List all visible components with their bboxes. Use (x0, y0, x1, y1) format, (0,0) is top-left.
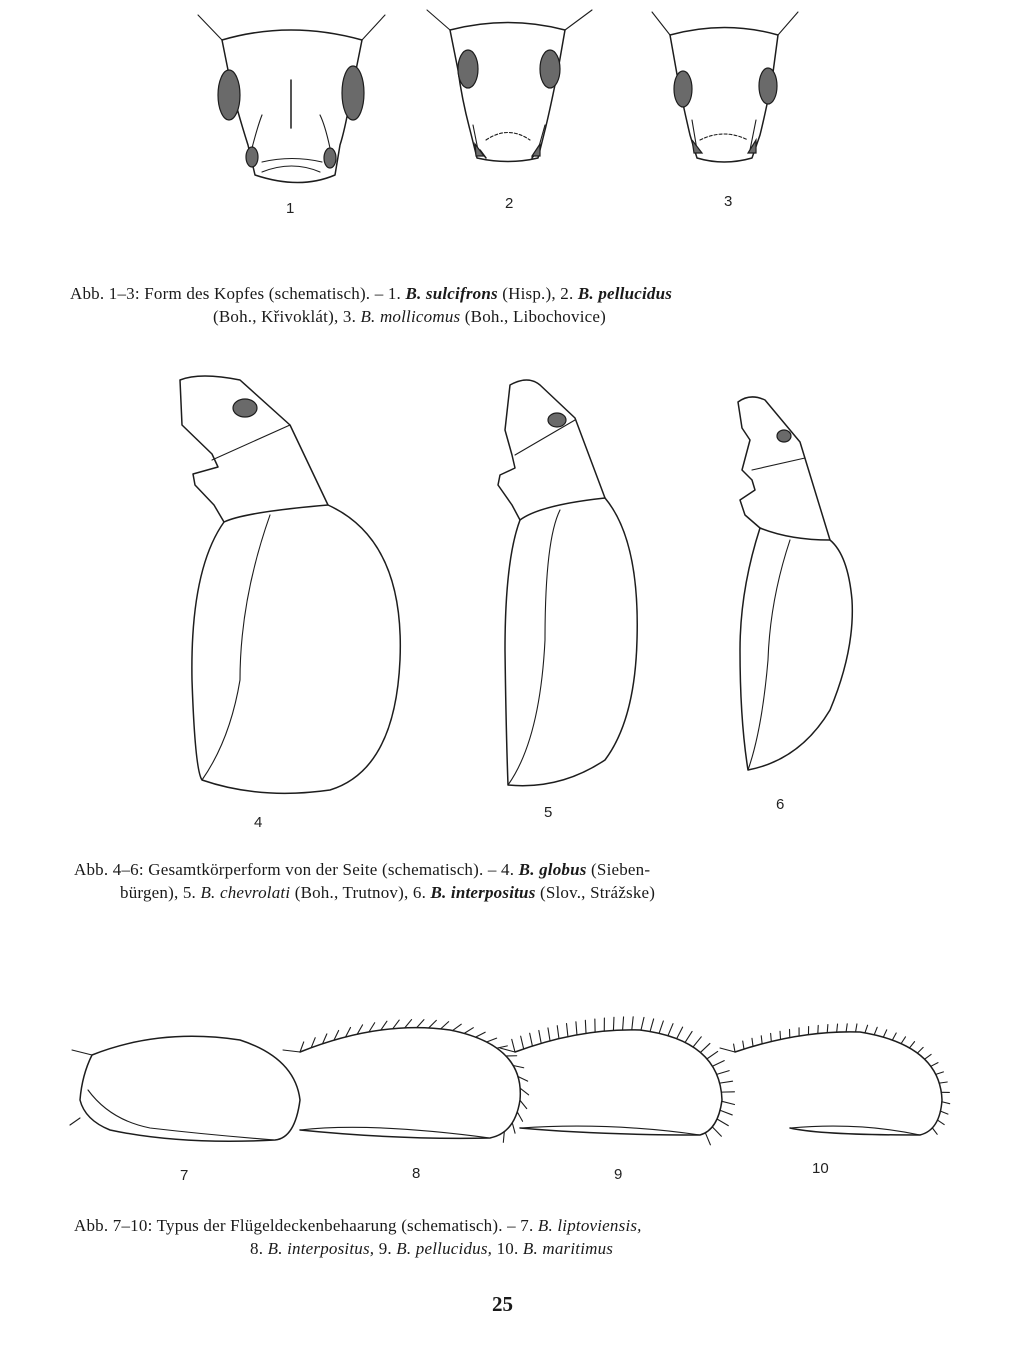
elytron-hair (936, 1072, 944, 1074)
figure-label-5: 5 (544, 804, 553, 821)
elytron-hair (503, 1132, 504, 1143)
body-4-drawing (180, 376, 400, 793)
head-1-drawing (198, 15, 385, 183)
elytron-hair (917, 1047, 923, 1053)
elytron-hair (576, 1022, 577, 1035)
elytron-hair (429, 1020, 437, 1028)
elytron-hair (846, 1024, 847, 1032)
elytron-hair (712, 1127, 721, 1136)
elytron-hair (497, 1046, 508, 1048)
elytron-9-drawing (500, 1017, 734, 1145)
elytron-hair (668, 1024, 673, 1036)
figure-4-6-body-drawing (0, 360, 1024, 820)
elytron-hair (707, 1051, 718, 1058)
elytron-hair (453, 1024, 462, 1030)
figure-label-10: 10 (812, 1160, 829, 1177)
elytron-hair (910, 1042, 915, 1048)
elytron-hair (641, 1017, 644, 1030)
figure-label-1: 1 (286, 200, 295, 217)
figure-1-head-drawing (0, 0, 1024, 200)
elytron-hair (837, 1024, 838, 1032)
figure-label-6: 6 (776, 796, 785, 813)
elytron-hair (520, 1088, 528, 1095)
page-number: 25 (492, 1292, 513, 1316)
elytron-hair (567, 1024, 568, 1037)
elytron-hair (883, 1030, 886, 1037)
elytron-hair (685, 1031, 692, 1042)
elytron-hair (476, 1032, 486, 1037)
elytron-hair (720, 1081, 733, 1083)
elytron-hair (585, 1020, 586, 1033)
elytron-hair (512, 1123, 515, 1133)
elytron-hair (623, 1017, 624, 1030)
elytron-hair (677, 1027, 683, 1039)
elytron-7-drawing (70, 1036, 300, 1141)
head-3-drawing (652, 12, 798, 162)
elytron-hair (417, 1020, 424, 1028)
elytron-10-drawing (720, 1024, 950, 1135)
figure-label-7: 7 (180, 1167, 189, 1184)
elytron-hair (734, 1044, 735, 1052)
elytron-hair (539, 1030, 541, 1043)
elytron-hair (761, 1036, 762, 1044)
elytron-hair (827, 1025, 828, 1033)
elytron-hair (517, 1112, 522, 1121)
elytron-hair (720, 1110, 732, 1115)
elytron-hair (717, 1071, 730, 1075)
caption-figures-4-6: Abb. 4–6: Gesamtkörperform von der Seite (schematisch). – 4. B. globus (Sieben- bürgen), 5. B. chevrolati (Boh., Trutnov), 6. B. interpositus (Slov., Strážske) (74, 860, 656, 902)
elytron-hair (464, 1028, 473, 1034)
body-5-drawing (498, 380, 637, 786)
elytron-hair (938, 1120, 945, 1125)
elytron-hair (650, 1019, 654, 1032)
figure-label-2: 2 (505, 195, 514, 212)
elytron-hair (939, 1082, 947, 1083)
figure-label-4: 4 (254, 814, 263, 831)
figure-label-3: 3 (724, 193, 733, 210)
elytron-hair (693, 1037, 701, 1047)
elytron-hair (613, 1017, 614, 1030)
elytron-hair (932, 1128, 937, 1134)
elytron-hair (856, 1024, 857, 1032)
elytron-hair (487, 1038, 497, 1042)
elytron-8-drawing (283, 1020, 529, 1143)
figure-7-10-elytron-drawing (0, 1000, 1024, 1170)
caption-figures-1-3: Abb. 1–3: Form des Kopfes (schematisch). – 1. B. sulcifrons (Hisp.), 2. B. pellucidus (Boh., Křivoklát), 3. B. mollicomus (Boh., Libochovice) (70, 284, 673, 326)
head-2-drawing (427, 10, 592, 162)
elytron-hair (520, 1100, 527, 1108)
elytron-hair (942, 1102, 950, 1104)
elytron-hair (865, 1025, 868, 1033)
body-6-drawing (738, 397, 852, 770)
elytron-hair (931, 1063, 938, 1067)
elytron-hair (925, 1054, 931, 1059)
figure-label-8: 8 (412, 1165, 421, 1182)
elytron-hair (892, 1033, 896, 1040)
elytron-hair (722, 1101, 735, 1104)
elytron-hair (901, 1037, 905, 1044)
elytron-hair (940, 1111, 948, 1114)
elytron-hair (705, 1133, 710, 1145)
elytron-hair (557, 1026, 559, 1039)
elytron-hair (548, 1028, 550, 1041)
elytron-hair (771, 1033, 772, 1041)
elytron-hair (752, 1038, 753, 1046)
elytron-hair (712, 1061, 724, 1067)
elytron-hair (530, 1033, 533, 1046)
elytron-hair (874, 1027, 877, 1035)
elytron-hair (717, 1119, 728, 1126)
elytron-hair (743, 1041, 744, 1049)
elytron-hair (659, 1021, 663, 1033)
figure-label-9: 9 (614, 1166, 623, 1183)
elytron-hair (512, 1039, 515, 1052)
caption-figures-7-10: Abb. 7–10: Typus der Flügeldeckenbehaarung (schematisch). – 7. B. liptoviensis, 8. B. interpositus, 9. B. pellucidus, 10. B. maritimus (74, 1216, 642, 1258)
elytron-hair (393, 1020, 399, 1029)
elytron-hair (441, 1022, 449, 1029)
elytron-hair (632, 1017, 633, 1030)
elytron-hair (521, 1036, 524, 1049)
elytron-hair (405, 1020, 412, 1028)
elytron-hair (700, 1043, 709, 1052)
